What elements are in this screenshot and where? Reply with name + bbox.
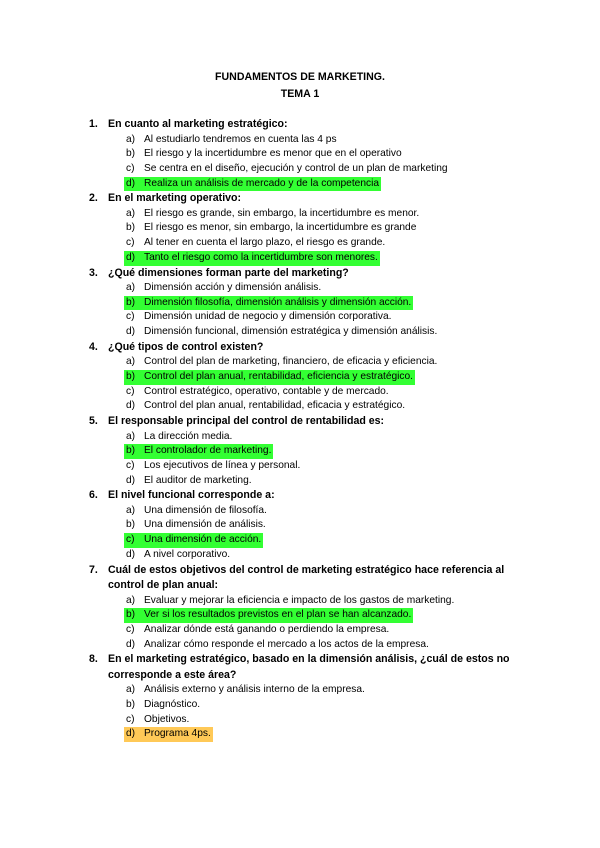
answer-option [0, 221, 600, 236]
option-text: El controlador de marketing. [144, 445, 272, 457]
question-number: 6. [89, 489, 98, 502]
option-letter: a) [126, 594, 136, 606]
option-letter: d) [126, 727, 135, 742]
document-title: FUNDAMENTOS DE MARKETING. [215, 71, 385, 83]
answer-option [0, 623, 600, 638]
option-text: Programa 4ps. [144, 727, 211, 742]
option-text: Dimensión unidad de negocio y dimensión corporativa. [144, 311, 392, 323]
question-list [0, 117, 600, 742]
answer-option [0, 594, 600, 609]
question-number: 4. [89, 340, 98, 353]
option-text: Analizar cómo responde el mercado a los actos de la empresa. [144, 638, 429, 650]
question-heading [0, 117, 600, 133]
option-text: Analizar dónde está ganando o perdiendo la empresa. [144, 623, 390, 635]
question-2 [0, 191, 600, 265]
answer-option [0, 133, 600, 148]
answer-option [0, 698, 600, 713]
question-text: ¿Qué dimensiones forman parte del marketing? [108, 266, 349, 279]
question-heading [0, 652, 600, 683]
question-heading [0, 191, 600, 207]
option-letter: c) [126, 311, 135, 323]
option-letter: c) [126, 162, 135, 174]
option-letter: c) [126, 237, 135, 249]
option-list [0, 430, 600, 489]
option-text: Se centra en el diseño, ejecución y control de un plan de marketing [144, 162, 448, 174]
option-letter: c) [126, 713, 135, 725]
answer-option [0, 162, 600, 177]
answer-option [0, 533, 600, 548]
question-text: Cuál de estos objetivos del control de marketing estratégico hace referencia al control de plan anual: [108, 563, 505, 591]
option-letter: c) [126, 623, 135, 635]
answer-option [0, 310, 600, 325]
option-text: El auditor de marketing. [144, 474, 252, 486]
option-letter: a) [126, 282, 136, 293]
question-number: 1. [89, 118, 98, 130]
question-number: 2. [89, 192, 98, 205]
option-letter: d) [126, 638, 136, 650]
question-8 [0, 652, 600, 742]
option-list [0, 133, 600, 192]
answer-option [0, 236, 600, 251]
option-text: Una dimensión de acción. [144, 534, 262, 546]
question-heading [0, 488, 600, 504]
answer-option [0, 281, 600, 296]
question-4 [0, 340, 600, 414]
answer-option [0, 548, 600, 563]
question-heading [0, 340, 600, 356]
option-list [0, 594, 600, 653]
option-text: Al tener en cuenta el largo plazo, el riesgo es grande. [144, 237, 386, 249]
option-text: Dimensión filosofía, dimensión análisis y dimensión acción. [144, 296, 412, 308]
question-heading [0, 266, 600, 282]
option-letter: c) [126, 385, 135, 397]
question-number: 3. [89, 266, 98, 279]
answer-option [0, 459, 600, 474]
answer-option [0, 251, 600, 266]
question-heading [0, 414, 600, 430]
option-text: Al estudiarlo tendremos en cuenta las 4 ps [144, 133, 337, 145]
option-text: Una dimensión de filosofía. [144, 504, 267, 516]
question-heading [0, 563, 600, 594]
option-text: Dimensión funcional, dimensión estratégica y dimensión análisis. [144, 326, 438, 338]
option-list [0, 683, 600, 742]
option-letter: a) [126, 504, 136, 516]
option-text: Control estratégico, operativo, contable y de mercado. [144, 385, 389, 397]
answer-option [0, 444, 600, 459]
option-letter: b) [126, 222, 136, 234]
answer-option [0, 147, 600, 162]
option-letter: d) [126, 474, 136, 486]
option-list [0, 355, 600, 414]
answer-option [0, 474, 600, 489]
option-letter: a) [126, 430, 136, 442]
option-letter: d) [126, 177, 136, 189]
option-text: Análisis externo y análisis interno de la empresa. [144, 684, 365, 696]
option-letter: a) [126, 684, 136, 696]
answer-option [0, 399, 600, 414]
option-list [0, 207, 600, 266]
option-text: Ver si los resultados previstos en el plan se han alcanzado. [144, 609, 412, 621]
option-list [0, 504, 600, 563]
title-block [0, 69, 600, 103]
option-text: Control del plan anual, rentabilidad, eficacia y estratégico. [144, 400, 406, 412]
option-text: Control del plan anual, rentabilidad, eficiencia y estratégico. [144, 370, 413, 382]
answer-option [0, 355, 600, 370]
answer-option [0, 727, 600, 742]
option-text: Dimensión acción y dimensión análisis. [144, 282, 322, 293]
answer-option [0, 504, 600, 519]
option-letter: b) [126, 609, 136, 621]
option-letter: d) [126, 548, 136, 560]
option-letter: c) [126, 459, 135, 471]
question-text: En cuanto al marketing estratégico: [108, 118, 288, 130]
answer-option [0, 385, 600, 400]
question-text: ¿Qué tipos de control existen? [108, 340, 264, 353]
question-text: El nivel funcional corresponde a: [108, 489, 275, 502]
question-7 [0, 563, 600, 653]
option-text: La dirección media. [144, 430, 233, 442]
option-letter: b) [126, 370, 136, 382]
option-letter: b) [126, 519, 136, 531]
question-text: En el marketing estratégico, basado en la dimensión análisis, ¿cuál de estos no corresponde a este área? [108, 653, 510, 681]
option-text: A nivel corporativo. [144, 548, 231, 560]
option-letter: b) [126, 296, 136, 308]
answer-option [0, 325, 600, 340]
option-text: Objetivos. [144, 713, 190, 725]
answer-option [0, 713, 600, 728]
option-text: Tanto el riesgo como la incertidumbre son menores. [144, 251, 378, 263]
question-text: En el marketing operativo: [108, 192, 242, 205]
answer-option [0, 638, 600, 653]
question-6 [0, 488, 600, 562]
answer-option [0, 518, 600, 533]
option-text: Una dimensión de análisis. [144, 519, 266, 531]
question-5 [0, 414, 600, 488]
question-3 [0, 266, 600, 340]
option-letter: d) [126, 251, 136, 263]
option-letter: b) [126, 698, 136, 710]
answer-option [0, 296, 600, 311]
option-text: Los ejecutivos de línea y personal. [144, 459, 301, 471]
option-list [0, 281, 600, 340]
answer-option [0, 430, 600, 445]
option-text: Evaluar y mejorar la eficiencia e impacto de los gastos de marketing. [144, 594, 455, 606]
option-text: El riesgo y la incertidumbre es menor que en el operativo [144, 148, 402, 160]
option-letter: a) [126, 207, 136, 219]
option-text: El riesgo es menor, sin embargo, la incertidumbre es grande [144, 222, 417, 234]
option-letter: d) [126, 326, 136, 338]
question-text: El responsable principal del control de rentabilidad es: [108, 415, 385, 427]
option-text: Realiza un análisis de mercado y de la competencia [144, 177, 380, 189]
answer-option [0, 177, 600, 192]
option-letter: b) [126, 148, 136, 160]
question-1 [0, 117, 600, 191]
option-letter: d) [126, 400, 136, 412]
document-subtitle: TEMA 1 [280, 88, 320, 100]
question-number: 8. [89, 653, 98, 666]
answer-option [0, 683, 600, 698]
answer-option [0, 608, 600, 623]
answer-option [0, 370, 600, 385]
option-text: Diagnóstico. [144, 698, 201, 710]
option-text: El riesgo es grande, sin embargo, la incertidumbre es menor. [144, 207, 420, 219]
option-text: Control del plan de marketing, financiero, de eficacia y eficiencia. [144, 356, 438, 368]
option-letter: a) [126, 356, 136, 368]
question-number: 5. [89, 415, 98, 427]
option-letter: c) [126, 534, 135, 546]
answer-option [0, 207, 600, 222]
question-number: 7. [89, 563, 98, 576]
option-letter: a) [126, 133, 136, 145]
option-letter: b) [126, 445, 136, 457]
